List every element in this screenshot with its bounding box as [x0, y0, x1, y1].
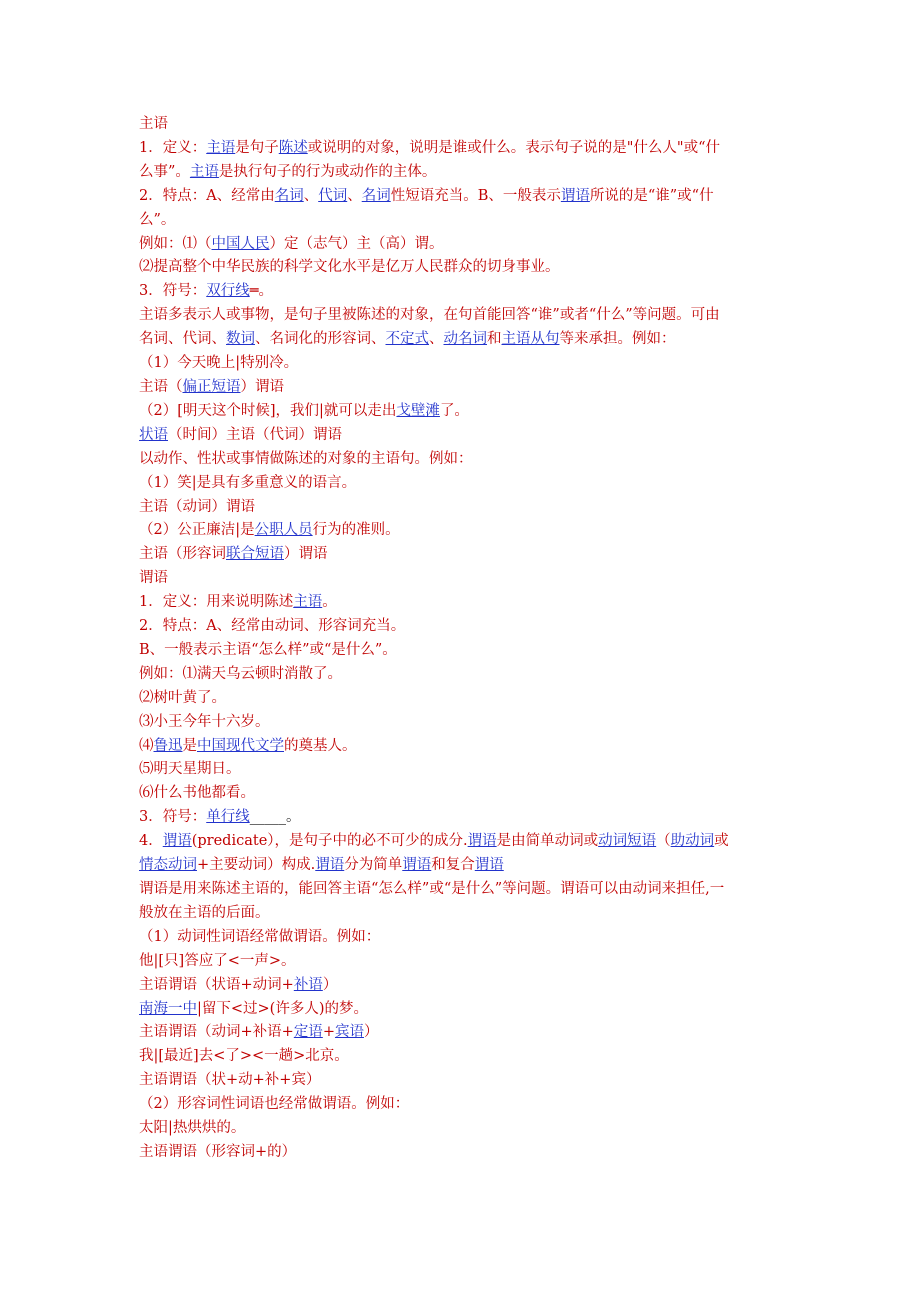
text-run: 2．特点：A、经常由动词、形容词充当。	[139, 618, 406, 635]
text-line	[139, 1141, 789, 1165]
text-line	[139, 782, 789, 806]
text-line	[139, 950, 789, 974]
text-line	[139, 663, 789, 687]
term-link[interactable]: 情态动词	[139, 857, 197, 874]
text-run: ）	[322, 976, 338, 993]
term-link[interactable]: 单行线	[206, 809, 250, 826]
text-line	[139, 567, 789, 591]
text-run: 以动作、性状或事情做陈述的对象的主语句。例如：	[139, 450, 473, 467]
text-run: （1）动词性词语经常做谓语。例如：	[139, 928, 381, 945]
text-run: 或说明的对象，说明是谁或什么。表示句子说的是"什么人"或“什	[307, 139, 720, 156]
term-link[interactable]: 宾语	[334, 1024, 364, 1041]
text-run: 主语（形容词	[139, 546, 226, 563]
text-run: （时间）主语（代词）谓语	[168, 426, 342, 443]
term-link[interactable]: 偏正短语	[182, 378, 241, 395]
term-link[interactable]: 中国现代文学	[197, 737, 284, 754]
text-run: 、	[303, 187, 319, 204]
text-run: 1．定义：	[139, 139, 207, 156]
document-body	[139, 113, 789, 1165]
text-line	[139, 185, 789, 209]
text-line	[139, 233, 789, 257]
text-run: （2）[明天这个时候]，我们|就可以走出	[139, 402, 397, 419]
text-run: 或	[714, 833, 729, 850]
text-line	[139, 1045, 789, 1069]
text-run: 2．特点：A、经常由	[139, 187, 275, 204]
text-run: 主语（动词）谓语	[139, 498, 255, 515]
term-link[interactable]: 鲁迅	[153, 737, 183, 754]
text-run: 、名词化的形容词、	[255, 331, 386, 348]
text-run: （	[656, 833, 671, 850]
text-run: 性短语充当。B、一般表示	[390, 187, 561, 204]
text-line	[139, 496, 789, 520]
text-line	[139, 902, 789, 926]
text-run: 主语谓语（动词+补语+	[139, 1024, 294, 1041]
term-link[interactable]: 陈述	[278, 139, 308, 156]
text-run: ⑹什么书他都看。	[139, 785, 255, 802]
text-run: |留下<过>(许多人)的梦。	[197, 1000, 368, 1017]
text-run: 是由简单动词或	[496, 833, 599, 850]
text-run: ）谓语	[284, 546, 328, 563]
text-run: B、一般表示主语“怎么样”或“是什么”。	[139, 641, 397, 658]
text-line	[139, 472, 789, 496]
text-line	[139, 711, 789, 735]
text-line	[139, 974, 789, 998]
text-run: ）谓语	[240, 378, 284, 395]
text-run: 谓语	[139, 570, 168, 587]
text-line	[139, 998, 789, 1022]
text-line	[139, 304, 789, 328]
text-line	[139, 1069, 789, 1093]
term-link[interactable]: 名词	[361, 187, 391, 204]
text-run: 主语谓语（形容词+的）	[139, 1143, 297, 1160]
term-link[interactable]: 补语	[293, 976, 323, 993]
term-link[interactable]: 谓语	[474, 857, 504, 874]
text-run: ⑸明天星期日。	[139, 761, 241, 778]
text-run: 主语	[139, 116, 168, 132]
text-run: 太阳|热烘烘的。	[139, 1120, 246, 1137]
text-run: 是句子	[235, 139, 279, 156]
text-line	[139, 591, 789, 615]
text-run: ⑵提高整个中华民族的科学文化水平是亿万人民群众的切身事业。	[139, 259, 560, 276]
text-run: 名词、代词、	[139, 331, 226, 348]
text-run: 4．	[139, 833, 163, 850]
term-link[interactable]: 数词	[226, 331, 255, 348]
text-run: _____。	[249, 809, 301, 826]
text-run: （1）今天晚上|特别冷。	[139, 355, 299, 372]
text-line	[139, 424, 789, 448]
text-run: 主语多表示人或事物，是句子里被陈述的对象，在句首能回答“谁”或者“什么”等问题。可由	[139, 307, 720, 324]
text-line	[139, 1093, 789, 1117]
text-line	[139, 735, 789, 759]
text-run: ）	[363, 1024, 379, 1041]
text-run: 、	[429, 331, 444, 348]
text-run: （1）笑|是具有多重意义的语言。	[139, 474, 357, 491]
text-run: ⑶小王今年十六岁。	[139, 713, 270, 730]
text-run: 么事”。	[139, 163, 190, 180]
text-run: 谓语是用来陈述主语的，能回答主语“怎么样”或“是什么”等问题。谓语可以由动词来担任,一	[139, 881, 725, 897]
text-run: 、	[347, 187, 362, 204]
text-run: 是	[182, 737, 197, 754]
term-link[interactable]: 动词短语	[598, 833, 657, 850]
text-run: 3．符号：	[139, 809, 207, 826]
text-run: 般放在主语的后面。	[139, 904, 270, 921]
text-line	[139, 806, 789, 830]
term-link[interactable]: 中国人民	[211, 235, 270, 252]
text-run: 1．定义：用来说明陈述	[139, 594, 294, 611]
term-link[interactable]: 双行线	[206, 283, 250, 300]
text-line	[139, 400, 789, 424]
text-run: (predicate），是句子中的必不可少的成分.	[191, 833, 468, 850]
term-link[interactable]: 谓语	[315, 857, 345, 874]
text-line	[139, 519, 789, 543]
term-link[interactable]: 不定式	[385, 331, 429, 348]
text-run: 所说的是“谁”或“什	[589, 187, 714, 204]
term-link[interactable]: 主语	[206, 139, 236, 156]
text-run: 么”。	[139, 211, 176, 228]
term-link[interactable]: 戈壁滩	[396, 402, 440, 419]
term-link[interactable]: 联合短语	[226, 546, 284, 563]
text-run: （2）形容词性词语也经常做谓语。例如：	[139, 1096, 410, 1113]
term-link[interactable]: 公职人员	[254, 522, 313, 539]
text-line	[139, 352, 789, 376]
text-run: ⑵树叶黄了。	[139, 689, 226, 706]
term-link[interactable]: 名词	[274, 187, 304, 204]
text-run: 例如：⑴满天乌云顿时消散了。	[139, 665, 342, 682]
term-link[interactable]: 南海一中	[139, 1000, 197, 1017]
text-line	[139, 280, 789, 304]
term-link[interactable]: 助动词	[670, 833, 715, 850]
text-run: ═。	[249, 283, 273, 300]
text-run: 了。	[439, 402, 469, 419]
term-link[interactable]: 谓语	[162, 833, 192, 850]
text-line	[139, 376, 789, 400]
text-run: 和	[487, 331, 502, 348]
text-line	[139, 161, 789, 185]
text-run: 分为简单	[344, 857, 403, 874]
term-link[interactable]: 定语	[293, 1024, 323, 1041]
text-run: 他|[只]答应了<一声>。	[139, 952, 296, 969]
text-run: 和复合	[431, 857, 475, 874]
text-line	[139, 615, 789, 639]
text-run: +	[322, 1024, 335, 1041]
text-line	[139, 758, 789, 782]
text-run: 行为的准则。	[312, 522, 400, 539]
text-line	[139, 543, 789, 567]
term-link[interactable]: 动名词	[443, 331, 487, 348]
text-line	[139, 878, 789, 902]
text-run: 。	[322, 594, 337, 611]
text-line	[139, 448, 789, 472]
term-link[interactable]: 主语从句	[501, 331, 560, 348]
text-run: +主要动词）构成.	[197, 857, 316, 874]
text-line	[139, 1117, 789, 1141]
text-run: 我|[最近]去<了><一趟>北京。	[139, 1048, 349, 1065]
term-link[interactable]: 主语	[293, 594, 323, 611]
text-line	[139, 830, 789, 854]
term-link[interactable]: 代词	[318, 187, 348, 204]
text-run: 主语（	[139, 378, 183, 395]
term-link[interactable]: 谓语	[560, 187, 590, 204]
term-link[interactable]: 状语	[139, 426, 168, 443]
text-run: 例如：⑴（	[139, 235, 212, 252]
text-run: 是执行句子的行为或动作的主体。	[218, 163, 437, 180]
text-line	[139, 209, 789, 233]
text-run: 主语谓语（状+动+补+宾）	[139, 1072, 321, 1089]
text-run: 主语谓语（状语+动词+	[139, 976, 294, 993]
text-line	[139, 854, 789, 878]
text-run: 等来承担。例如：	[559, 331, 676, 348]
term-link[interactable]: 谓语	[402, 857, 432, 874]
text-run: 3．符号：	[139, 283, 207, 300]
text-run: ）定（志气）主（高）谓。	[269, 235, 444, 252]
text-line	[139, 113, 789, 137]
text-line	[139, 687, 789, 711]
term-link[interactable]: 主语	[189, 163, 219, 180]
text-run: ⑷	[139, 737, 154, 754]
text-line	[139, 639, 789, 663]
text-run: （2）公正廉洁|是	[139, 522, 255, 539]
text-line	[139, 1021, 789, 1045]
text-line	[139, 256, 789, 280]
text-line	[139, 926, 789, 950]
text-line	[139, 328, 789, 352]
text-line	[139, 137, 789, 161]
text-run: 的奠基人。	[284, 737, 357, 754]
term-link[interactable]: 谓语	[467, 833, 497, 850]
